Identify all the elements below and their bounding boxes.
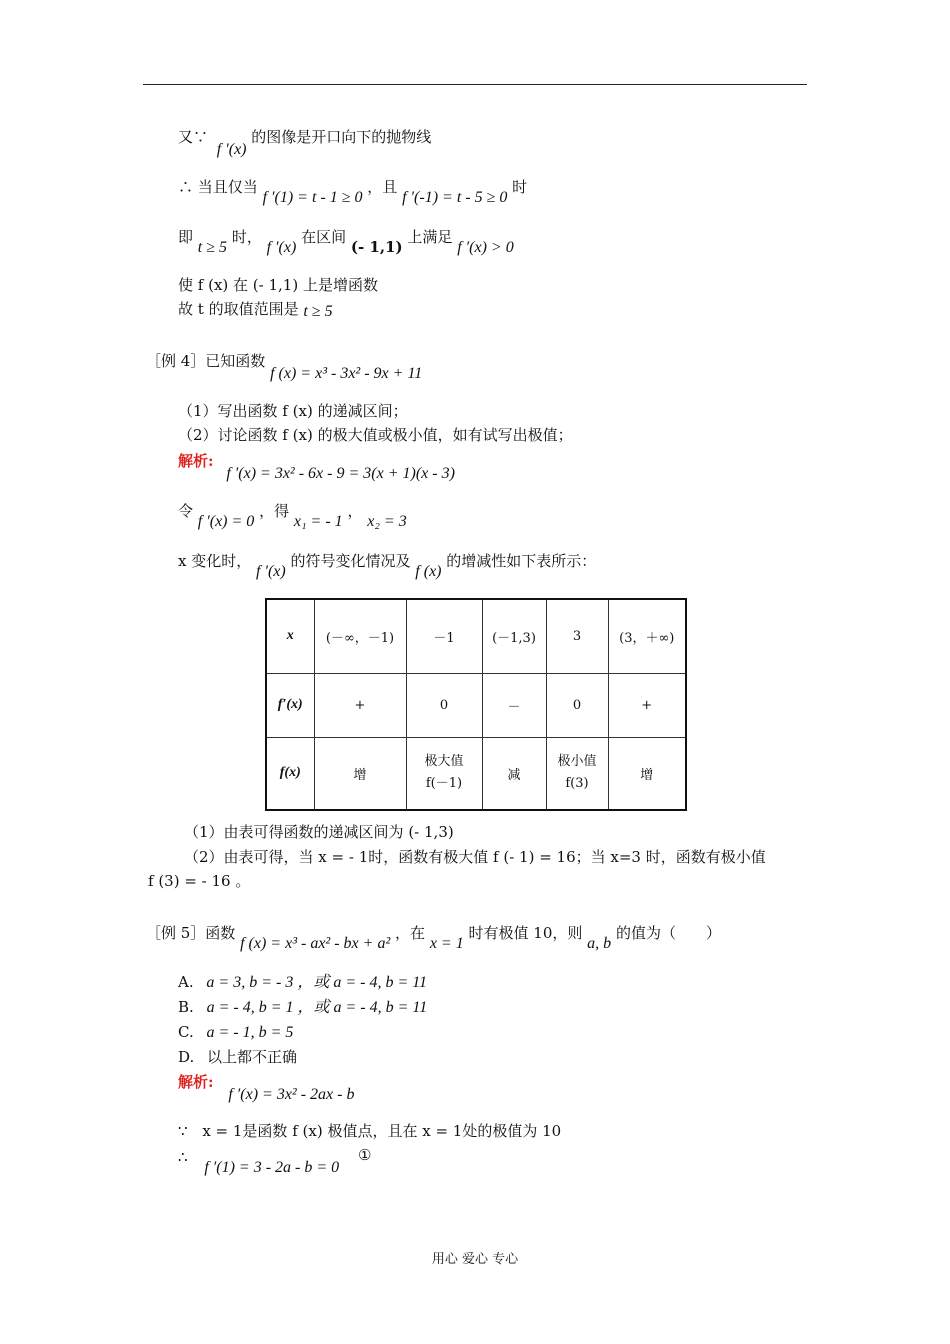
table-cell: － xyxy=(482,673,546,737)
line-3 xyxy=(178,228,514,256)
root-1: x₁ = - 1 xyxy=(293,513,343,530)
ex5-vars: a, b xyxy=(587,935,612,952)
line-2-tail: 时 xyxy=(512,178,528,196)
derivative-expr-2: f ′(x) xyxy=(266,239,297,256)
line-1-tail: 的图像是开口向下的抛物线 xyxy=(251,128,432,146)
header-rule xyxy=(143,84,807,85)
t-range: t ≥ 5 xyxy=(303,303,333,320)
line-1 xyxy=(178,128,432,158)
condition-1: f ′(1) = t - 1 ≥ 0 xyxy=(262,189,363,206)
ex5-because-line xyxy=(178,1122,561,1140)
ex4-q2: （2）讨论函数 f (x) 的极大值或极小值，如有试写出极值； xyxy=(178,426,573,444)
option-c xyxy=(178,1023,293,1042)
t-condition: t ≥ 5 xyxy=(197,239,228,256)
line-5 xyxy=(178,300,333,319)
table-intro-b: 的符号变化情况及 xyxy=(290,552,411,570)
line-4: 使 f (x) 在 (- 1,1) 上是增函数 xyxy=(178,276,378,294)
ex5-therefore-line xyxy=(178,1146,372,1176)
option-b xyxy=(178,998,427,1017)
line-3-mid3: 上满足 xyxy=(407,228,453,246)
table-cell: 极小值 f(3) xyxy=(546,737,608,810)
table-cell: + xyxy=(608,673,686,737)
option-a-text: a = 3, b = - 3 ，或 a = - 4, b = 11 xyxy=(206,974,428,991)
table-row-function xyxy=(266,737,686,810)
table-cell: －1 xyxy=(406,599,482,673)
table-cell: (3，＋∞) xyxy=(608,599,686,673)
condition-2: f ′(-1) = t - 5 ≥ 0 xyxy=(402,189,508,206)
ex5-derivative: f ′(x) = 3x² - 2ax - b xyxy=(228,1086,355,1103)
let-mid: ，得 xyxy=(259,502,290,520)
because-text: 又∵ xyxy=(178,128,209,146)
ex4-q1: （1）写出函数 f (x) 的递减区间； xyxy=(178,402,408,420)
line-2-mid: ，且 xyxy=(367,178,398,196)
table-cell: 0 xyxy=(406,673,482,737)
ex4-title: ［例 4］已知函数 xyxy=(146,352,266,370)
option-c-text: a = - 1, b = 5 xyxy=(206,1024,294,1041)
ex5-condition: x = 1 xyxy=(429,935,464,952)
ex5-mid2: 时有极值 10，则 xyxy=(468,924,583,942)
page-footer: 用心 爱心 专心 xyxy=(431,1252,519,1267)
ex5-title-line xyxy=(146,924,721,952)
line-3-mid2: 在区间 xyxy=(301,228,347,246)
ex4-let-line xyxy=(178,502,407,530)
monotonicity-table xyxy=(265,598,687,811)
table-cell: (－∞，－1) xyxy=(314,599,406,673)
table-cell: + xyxy=(314,673,406,737)
table-cell: f′(x) xyxy=(266,673,314,737)
option-d xyxy=(178,1048,297,1066)
because-text: x = 1是函数 f (x) 极值点，且在 x = 1处的极值为 10 xyxy=(202,1122,562,1140)
line-3-mid1: 时， xyxy=(231,228,262,246)
therefore-symbol: ∴ xyxy=(178,1148,188,1166)
let-comma: ， xyxy=(347,502,363,520)
solution-label: 解析: xyxy=(178,1073,214,1091)
table-intro-c: 的增减性如下表所示： xyxy=(446,552,597,570)
table-cell: 3 xyxy=(546,599,608,673)
option-a xyxy=(178,973,427,992)
table-cell: 增 xyxy=(314,737,406,810)
line-2 xyxy=(178,178,528,206)
option-b-label: B. xyxy=(178,998,194,1016)
ex5-mid1: ，在 xyxy=(395,924,426,942)
solution-label: 解析: xyxy=(178,452,214,470)
table-intro xyxy=(178,552,597,580)
option-d-label: D. xyxy=(178,1048,195,1066)
table-row-x xyxy=(266,599,686,673)
derivative-expr: f ′(x) xyxy=(216,141,247,158)
derivative-positive: f ′(x) > 0 xyxy=(457,239,514,256)
ex4-answer-1: （1）由表可得函数的递减区间为 (- 1,3) xyxy=(184,823,454,841)
equation-1-mark: ① xyxy=(357,1146,372,1164)
interval: (- 1,1) xyxy=(350,238,403,256)
table-cell: 减 xyxy=(482,737,546,810)
table-cell: 极大值 f(－1) xyxy=(406,737,482,810)
root-2: x₂ = 3 xyxy=(367,513,407,530)
table-cell: x xyxy=(266,599,314,673)
ex4-function: f (x) = x³ - 3x² - 9x + 11 xyxy=(270,365,423,382)
ex4-answer-3: f (3) = - 16 。 xyxy=(148,872,251,890)
ex5-tail: 的值为（ ） xyxy=(615,924,721,942)
table-cell: 增 xyxy=(608,737,686,810)
option-a-label: A. xyxy=(178,973,194,991)
let-text: 令 xyxy=(178,502,194,520)
ex4-solution-line xyxy=(178,452,455,482)
ex4-answer-2: （2）由表可得，当 x = - 1时，函数有极大值 f (- 1) = 16；当 x=3 时，函数有极小值 xyxy=(184,848,766,866)
table-intro-derivative: f ′(x) xyxy=(256,563,286,580)
ex4-title-line xyxy=(146,352,423,382)
table-row-derivative xyxy=(266,673,686,737)
option-c-label: C. xyxy=(178,1023,194,1041)
ex5-solution-line xyxy=(178,1073,355,1103)
option-b-text: a = - 4, b = 1 ，或 a = - 4, b = 11 xyxy=(206,999,428,1016)
table-intro-function: f (x) xyxy=(415,563,442,580)
line-3-text: 即 xyxy=(178,228,194,246)
option-d-text: 以上都不正确 xyxy=(207,1048,298,1066)
ex5-function: f (x) = x³ - ax² - bx + a² xyxy=(240,935,391,952)
line-2-text: ∴ 当且仅当 xyxy=(178,178,258,196)
critical-equation: f ′(x) = 0 xyxy=(197,513,255,530)
ex5-title: ［例 5］函数 xyxy=(146,924,236,942)
table-cell: (－1,3) xyxy=(482,599,546,673)
table-cell: 0 xyxy=(546,673,608,737)
table-cell: f(x) xyxy=(266,737,314,810)
ex4-derivative: f ′(x) = 3x² - 6x - 9 = 3(x + 1)(x - 3) xyxy=(226,465,455,482)
table-intro-a: x 变化时， xyxy=(178,552,252,570)
line-5-text: 故 t 的取值范围是 xyxy=(178,300,299,318)
equation-1: f ′(1) = 3 - 2a - b = 0 xyxy=(204,1159,340,1176)
because-symbol: ∵ xyxy=(178,1122,188,1140)
